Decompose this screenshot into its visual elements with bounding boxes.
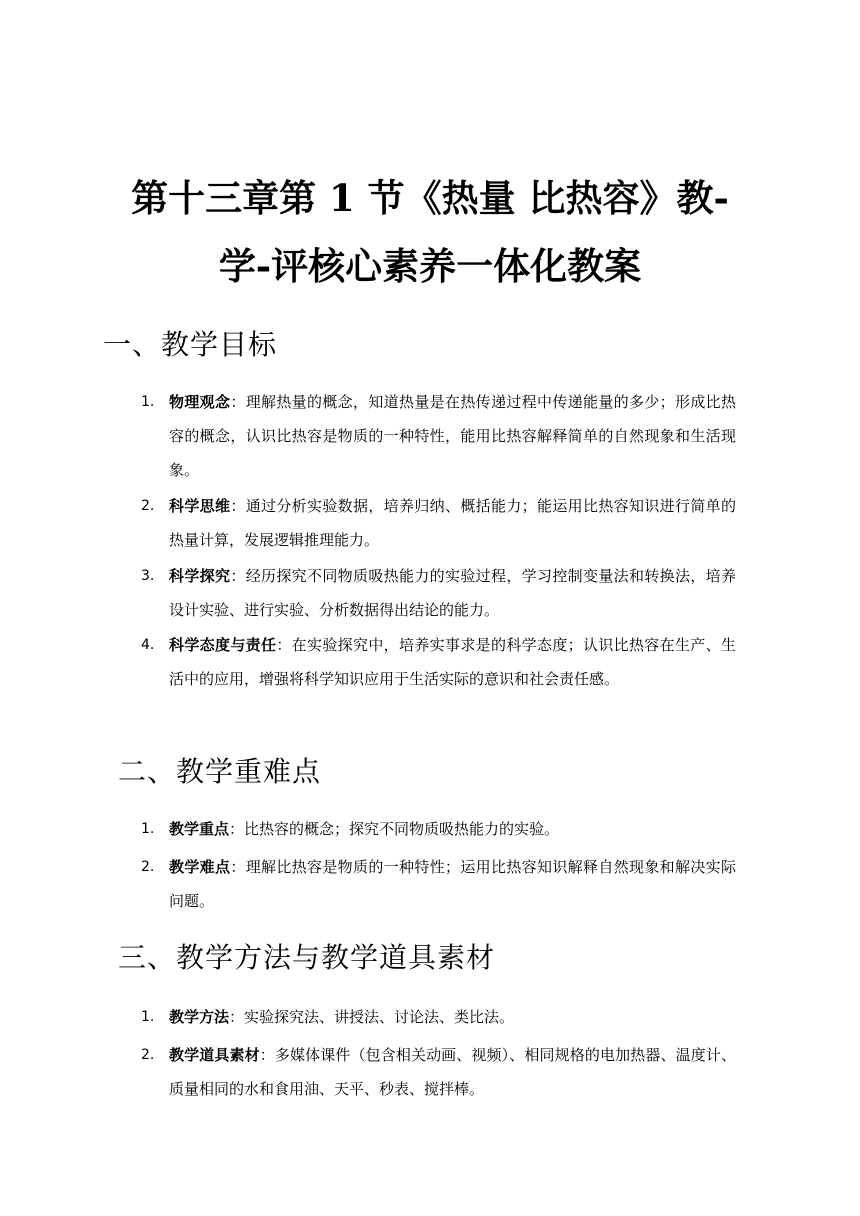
item-text: 比热容的概念；探究不同物质吸热能力的实验。 xyxy=(244,820,560,838)
list-item-objective-2 xyxy=(141,489,736,557)
list-item-objective-3 xyxy=(141,559,736,627)
item-term: 教学道具素材 xyxy=(169,1046,260,1064)
list-number: 1. xyxy=(141,394,155,410)
list-number: 3. xyxy=(141,568,155,584)
section-heading-methods-materials: 三、教学方法与教学道具素材 xyxy=(118,941,496,974)
section-heading-key-difficult-points: 二、教学重难点 xyxy=(118,755,322,788)
term-separator: ： xyxy=(276,636,292,654)
list-number: 2. xyxy=(141,859,155,875)
term-separator: ： xyxy=(230,393,246,411)
list-item-objective-1 xyxy=(141,385,736,487)
list-item-objective-4 xyxy=(141,628,736,696)
item-text: 多媒体课件（包含相关动画、视频）、相同规格的电加热器、温度计、质量相同的水和食用油、天平、秒表、搅拌棒。 xyxy=(169,1046,736,1098)
list-number: 1. xyxy=(141,1009,155,1025)
list-item-difficult-point xyxy=(141,850,736,918)
list-item-teaching-methods xyxy=(141,1000,736,1034)
list-number: 4. xyxy=(141,637,155,653)
item-term: 教学难点 xyxy=(169,858,231,876)
term-separator: ： xyxy=(230,858,246,876)
document-title-line-2: 学-评核心素养一体化教案 xyxy=(218,244,642,288)
item-term: 教学重点 xyxy=(169,820,230,838)
list-number: 1. xyxy=(141,821,155,837)
item-text: 实验探究法、讲授法、讨论法、类比法。 xyxy=(244,1008,515,1026)
list-number: 2. xyxy=(141,1047,155,1063)
item-text: 理解比热容是物质的一种特性；运用比热容知识解释自然现象和解决实际问题。 xyxy=(169,858,736,910)
list-number: 2. xyxy=(141,498,155,514)
term-separator: ： xyxy=(230,497,246,515)
item-term: 教学方法 xyxy=(169,1008,230,1026)
term-separator: ： xyxy=(230,567,246,585)
term-separator: ： xyxy=(259,1046,275,1064)
item-term: 科学态度与责任 xyxy=(169,636,277,654)
item-text: 理解热量的概念，知道热量是在热传递过程中传递能量的多少；形成比热容的概念，认识比热容是物质的一种特性，能用比热容解释简单的自然现象和生活现象。 xyxy=(169,393,736,479)
list-item-key-point xyxy=(141,812,736,846)
item-term: 物理观念 xyxy=(169,393,231,411)
item-text: 通过分析实验数据，培养归纳、概括能力；能运用比热容知识进行简单的热量计算，发展逻辑推理能力。 xyxy=(169,497,736,549)
list-item-teaching-materials xyxy=(141,1038,736,1106)
document-title-line-1: 第十三章第 1 节《热量 比热容》教- xyxy=(131,176,729,220)
item-text: 在实验探究中，培养实事求是的科学态度；认识比热容在生产、生活中的应用，增强将科学知识应用于生活实际的意识和社会责任感。 xyxy=(169,636,736,688)
item-text: 经历探究不同物质吸热能力的实验过程，学习控制变量法和转换法，培养设计实验、进行实验、分析数据得出结论的能力。 xyxy=(169,567,736,619)
item-term: 科学思维 xyxy=(169,497,231,515)
item-term: 科学探究 xyxy=(169,567,231,585)
term-separator: ： xyxy=(229,820,245,838)
term-separator: ： xyxy=(229,1008,245,1026)
section-heading-teaching-objectives: 一、教学目标 xyxy=(103,328,278,361)
